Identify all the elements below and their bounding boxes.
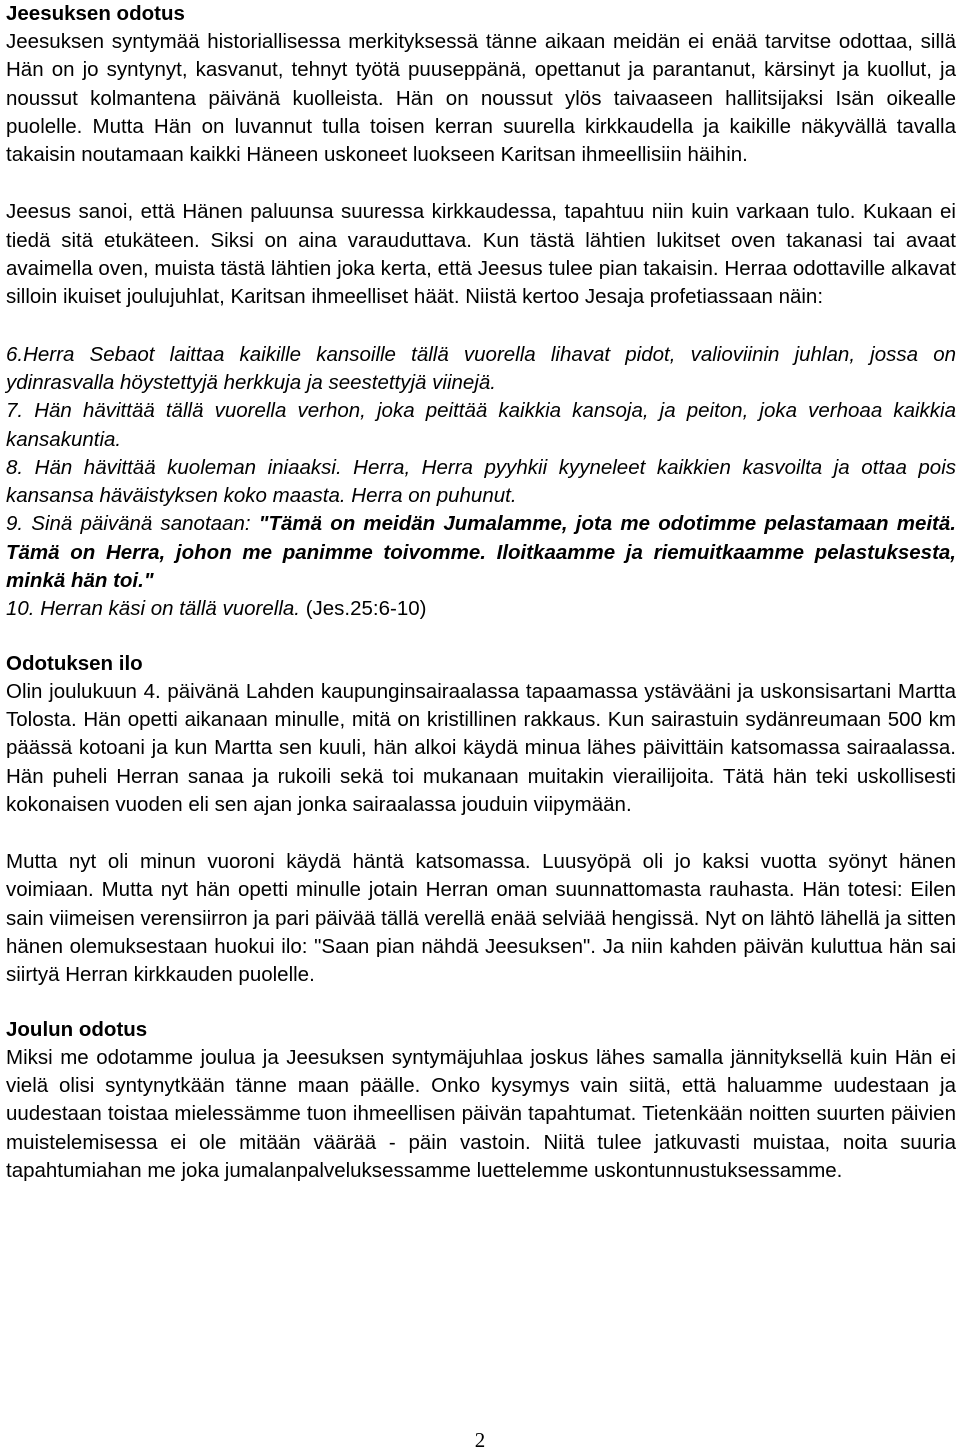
paragraph-gap	[6, 169, 956, 198]
paragraph: Mutta nyt oli minun vuoroni käydä häntä katsomassa. Luusyöpä oli jo kaksi vuotta syönyt hänen voimiaan. Mutta nyt hän opetti minulle jotain Herran oman suunnattomasta rauhasta. Hän totesi: Eilen sain viimeisen verensiirron ja pari päivää tällä verellä enää selviää hengissä. Nyt on lähtö lähellä ja sitten hänen olemuksestaan huokui ilo: "Saan pian nähdä Jeesuksen". Ja niin kahden päivän kuluttua hän sai siirtyä Herran kirkkauden puolelle.	[6, 850, 956, 987]
bible-verse-10	[6, 595, 956, 623]
section-gap	[6, 990, 956, 1016]
paragraph: Jeesus sanoi, että Hänen paluunsa suuressa kirkkaudessa, tapahtuu niin kuin varkaan tulo. Kukaan ei tiedä sitä etukäteen. Siksi on aina varauduttava. Kun tästä lähtien lukitset oven takanasi tai avaat avaimella oven, muista tästä lähtien joka kerta, että Jeesus tulee pian takaisin. Herraa odottaville alkavat silloin ikuiset joulujuhlat, Karitsan ihmeelliset häät. Niistä kertoo Jesaja profetiassaan näin:	[6, 200, 956, 309]
verse-9-intro: 9. Sinä päivänä sanotaan:	[6, 512, 259, 536]
bible-verse-8: 8. Hän hävittää kuoleman iniaaksi. Herra, Herra pyyhkii kyyneleet kaikkien kasvoilta ja ottaa pois kansansa häväistyksen koko maasta. Herra on puhunut.	[6, 455, 956, 508]
verse-9-emphasis: "Tämä on meidän Jumalamme, jota me odotimme pelastamaan meitä. Tämä on Herra, johon me panimme toivomme. Iloitkaamme ja riemuitkaamme pelastuksesta, minkä hän toi."	[6, 512, 956, 593]
bible-verse-9	[6, 510, 956, 595]
document-page	[6, 0, 956, 1185]
bible-verse-7: 7. Hän hävittää tällä vuorella verhon, joka peittää kaikkia kansoja, ja peiton, joka verhoaa kaikkia kansakuntia.	[6, 399, 956, 451]
paragraph: Jeesuksen syntymää historiallisessa merkityksessä tänne aikaan meidän ei enää tarvitse odottaa, sillä Hän on jo syntynyt, kasvanut, tehnyt työtä puuseppänä, opettanut ja parantanut, kärsinyt ja kuollut, ja noussut kolmantena päivänä kuolleista. Hän on noussut ylös taivaaseen hallitsijaksi Isän oikealle puolelle. Mutta Hän on luvannut tulla toisen kerran suurella kirkkaudella ja kaikille näkyvällä tavalla takaisin noutamaan kaikki Häneen uskoneet luokseen Karitsan ihmeellisiin häihin.	[6, 30, 956, 167]
section-heading-jeesuksen-odotus: Jeesuksen odotus	[6, 2, 185, 25]
bible-verse-6: 6.Herra Sebaot laittaa kaikille kansoille tällä vuorella lihavat pidot, valioviinin juhlan, jossa on ydinrasvalla höystettyjä herkkuja ja seestettyjä viinejä.	[6, 342, 956, 394]
verse-10-text: 10. Herran käsi on tällä vuorella.	[6, 597, 300, 621]
paragraph: Miksi me odotamme joulua ja Jeesuksen syntymäjuhlaa joskus lähes samalla jännityksellä kuin Hän ei vielä olisi syntynytkään tänne maan päälle. Onko kysymys vain siitä, että haluamme uudestaan ja uudestaan toistaa mielessämme tuon ihmeellisen päivän tapahtumat. Tietenkään noitten suurten päivien muistelemisessa ei ole mitään väärää - päin vastoin. Niitä tulee jatkuvasti muistaa, noita suuria tapahtumiahan me joka jumalanpalveluksessamme luettelemme uskontunnustuksessamme.	[6, 1045, 956, 1182]
verse-reference: (Jes.25:6-10)	[300, 597, 427, 621]
section-heading-joulun-odotus: Joulun odotus	[6, 1017, 148, 1041]
section-heading-odotuksen-ilo: Odotuksen ilo	[6, 651, 143, 675]
section-gap	[6, 624, 956, 650]
paragraph-gap	[6, 819, 956, 848]
page-number: 2	[474, 1428, 486, 1452]
paragraph: Olin joulukuun 4. päivänä Lahden kaupunginsairaalassa tapaamassa ystävääni ja uskonsisartani Martta Tolosta. Hän opetti aikanaan minulle, mitä on kristillinen rakkaus. Kun sairastuin sydänreumaan 500 km päässä kotoani ja kun Martta sen kuuli, hän alkoi käydä minua lähes päivittäin katsomassa sairaalassa. Hän puheli Herran sanaa ja rukoili sekä toi mukanaan muitakin vierailijoita. Tätä hän teki uskollisesti kokonaisen vuoden eli sen ajan jonka sairaalassa jouduin viipymään.	[6, 679, 956, 816]
paragraph-gap	[6, 312, 956, 341]
